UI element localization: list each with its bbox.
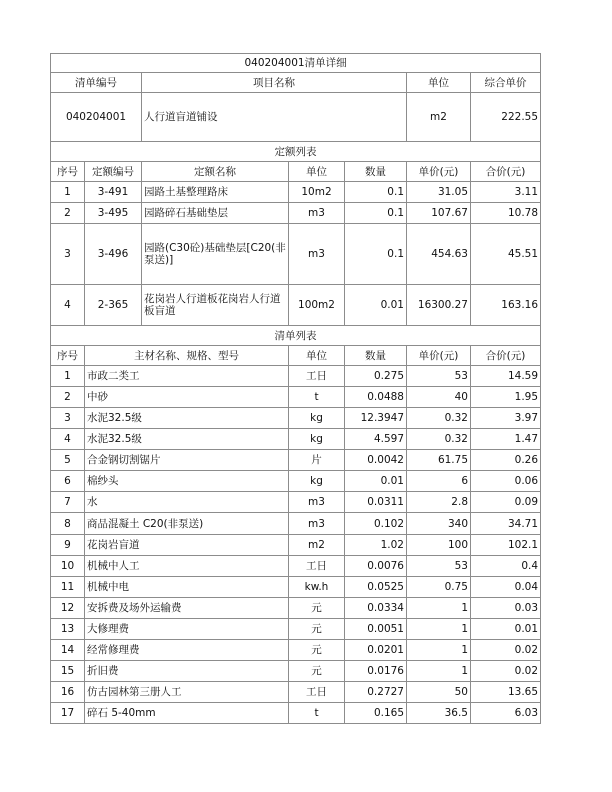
material-name-header: 主材名称、规格、型号 — [85, 346, 289, 366]
material-name: 机械中人工 — [85, 556, 289, 577]
material-seq: 1 — [51, 366, 85, 387]
material-qty-header: 数量 — [345, 346, 407, 366]
bill-price: 222.55 — [471, 93, 541, 142]
quota-row — [51, 285, 541, 326]
material-qty: 0.0334 — [345, 598, 407, 619]
quota-seq: 2 — [51, 203, 85, 224]
material-unit: kw.h — [289, 577, 345, 598]
quota-name: 园路土基整理路床 — [142, 182, 289, 203]
material-seq: 11 — [51, 577, 85, 598]
material-row — [51, 661, 541, 682]
material-seq-header: 序号 — [51, 346, 85, 366]
quota-seq: 1 — [51, 182, 85, 203]
material-seq: 16 — [51, 682, 85, 703]
material-qty: 0.01 — [345, 471, 407, 492]
quota-code: 3-495 — [85, 203, 142, 224]
material-seq: 14 — [51, 640, 85, 661]
material-name: 经常修理费 — [85, 640, 289, 661]
material-price: 2.8 — [407, 492, 471, 513]
material-unit: kg — [289, 408, 345, 429]
quota-row — [51, 203, 541, 224]
quota-unit-header: 单位 — [289, 162, 345, 182]
material-price: 53 — [407, 556, 471, 577]
material-name: 水 — [85, 492, 289, 513]
table-title: 040204001清单详细 — [51, 54, 541, 73]
material-name: 大修理费 — [85, 619, 289, 640]
bill-header-row — [51, 73, 541, 93]
material-qty: 4.597 — [345, 429, 407, 450]
material-total: 0.4 — [471, 556, 541, 577]
material-row — [51, 429, 541, 450]
material-price: 0.32 — [407, 408, 471, 429]
quota-qty: 0.1 — [345, 224, 407, 285]
quota-total: 3.11 — [471, 182, 541, 203]
quota-name: 园路碎石基础垫层 — [142, 203, 289, 224]
material-seq: 7 — [51, 492, 85, 513]
material-name: 碎石 5-40mm — [85, 703, 289, 724]
material-seq: 5 — [51, 450, 85, 471]
quota-unit: 10m2 — [289, 182, 345, 203]
material-name: 机械中电 — [85, 577, 289, 598]
quota-qty-header: 数量 — [345, 162, 407, 182]
material-qty: 0.2727 — [345, 682, 407, 703]
quota-price-header: 单价(元) — [407, 162, 471, 182]
quota-row — [51, 182, 541, 203]
quota-seq: 4 — [51, 285, 85, 326]
material-unit: 元 — [289, 598, 345, 619]
material-price: 0.32 — [407, 429, 471, 450]
material-total: 0.02 — [471, 661, 541, 682]
material-unit: 元 — [289, 640, 345, 661]
quota-section-title: 定额列表 — [51, 142, 541, 162]
material-total: 34.71 — [471, 513, 541, 535]
material-total: 1.47 — [471, 429, 541, 450]
quota-name: 花岗岩人行道板花岗岩人行道板盲道 — [142, 285, 289, 326]
material-price: 1 — [407, 661, 471, 682]
material-unit: m2 — [289, 535, 345, 556]
material-price: 40 — [407, 387, 471, 408]
material-qty: 0.165 — [345, 703, 407, 724]
quota-price: 454.63 — [407, 224, 471, 285]
quota-total: 45.51 — [471, 224, 541, 285]
quota-qty: 0.1 — [345, 203, 407, 224]
material-seq: 2 — [51, 387, 85, 408]
material-total: 1.95 — [471, 387, 541, 408]
quota-total: 10.78 — [471, 203, 541, 224]
material-unit: 片 — [289, 450, 345, 471]
material-row — [51, 408, 541, 429]
quota-code: 3-491 — [85, 182, 142, 203]
material-row — [51, 598, 541, 619]
bill-detail-sheet — [50, 53, 540, 724]
material-row — [51, 492, 541, 513]
material-total: 6.03 — [471, 703, 541, 724]
material-qty: 0.0042 — [345, 450, 407, 471]
bill-row — [51, 93, 541, 142]
material-total: 0.02 — [471, 640, 541, 661]
material-name: 水泥32.5级 — [85, 429, 289, 450]
material-total: 13.65 — [471, 682, 541, 703]
material-seq: 15 — [51, 661, 85, 682]
quota-unit: m3 — [289, 224, 345, 285]
material-qty: 1.02 — [345, 535, 407, 556]
material-row — [51, 535, 541, 556]
material-qty: 0.102 — [345, 513, 407, 535]
material-seq: 10 — [51, 556, 85, 577]
quota-price: 31.05 — [407, 182, 471, 203]
material-row — [51, 619, 541, 640]
quota-code-header: 定额编号 — [85, 162, 142, 182]
bill-code: 040204001 — [51, 93, 142, 142]
material-price: 1 — [407, 598, 471, 619]
bill-detail-table — [50, 53, 541, 724]
quota-total-header: 合价(元) — [471, 162, 541, 182]
material-unit: 工日 — [289, 556, 345, 577]
material-name: 安拆费及场外运输费 — [85, 598, 289, 619]
material-price: 0.75 — [407, 577, 471, 598]
material-name: 花岗岩盲道 — [85, 535, 289, 556]
quota-unit: 100m2 — [289, 285, 345, 326]
bill-unit: m2 — [407, 93, 471, 142]
quota-header-row — [51, 162, 541, 182]
material-total: 0.04 — [471, 577, 541, 598]
quota-code: 2-365 — [85, 285, 142, 326]
material-unit: kg — [289, 471, 345, 492]
material-price: 1 — [407, 640, 471, 661]
material-total: 0.26 — [471, 450, 541, 471]
material-total: 102.1 — [471, 535, 541, 556]
material-qty: 12.3947 — [345, 408, 407, 429]
material-qty: 0.0201 — [345, 640, 407, 661]
bill-unit-header: 单位 — [407, 73, 471, 93]
material-seq: 13 — [51, 619, 85, 640]
material-name: 棉纱头 — [85, 471, 289, 492]
material-qty: 0.0488 — [345, 387, 407, 408]
quota-price: 107.67 — [407, 203, 471, 224]
material-price: 50 — [407, 682, 471, 703]
material-qty: 0.0176 — [345, 661, 407, 682]
material-unit: 元 — [289, 619, 345, 640]
quota-name: 园路(C30砼)基础垫层[C20(非泵送)] — [142, 224, 289, 285]
material-seq: 4 — [51, 429, 85, 450]
material-unit: t — [289, 387, 345, 408]
quota-qty: 0.01 — [345, 285, 407, 326]
material-seq: 6 — [51, 471, 85, 492]
material-row — [51, 513, 541, 535]
material-seq: 3 — [51, 408, 85, 429]
quota-price: 16300.27 — [407, 285, 471, 326]
material-total-header: 合价(元) — [471, 346, 541, 366]
quota-total: 163.16 — [471, 285, 541, 326]
bill-price-header: 综合单价 — [471, 73, 541, 93]
quota-qty: 0.1 — [345, 182, 407, 203]
material-seq: 8 — [51, 513, 85, 535]
material-seq: 9 — [51, 535, 85, 556]
material-unit: kg — [289, 429, 345, 450]
material-price: 1 — [407, 619, 471, 640]
material-qty: 0.0525 — [345, 577, 407, 598]
material-row — [51, 640, 541, 661]
material-unit: m3 — [289, 513, 345, 535]
material-total: 0.06 — [471, 471, 541, 492]
quota-seq-header: 序号 — [51, 162, 85, 182]
quota-unit: m3 — [289, 203, 345, 224]
material-qty: 0.0311 — [345, 492, 407, 513]
material-unit: t — [289, 703, 345, 724]
material-row — [51, 366, 541, 387]
material-name: 仿古园林第三册人工 — [85, 682, 289, 703]
material-unit: 工日 — [289, 366, 345, 387]
material-header-row — [51, 346, 541, 366]
material-name: 商品混凝土 C20(非泵送) — [85, 513, 289, 535]
material-price: 53 — [407, 366, 471, 387]
quota-seq: 3 — [51, 224, 85, 285]
material-unit: m3 — [289, 492, 345, 513]
material-qty: 0.0076 — [345, 556, 407, 577]
material-price: 36.5 — [407, 703, 471, 724]
material-row — [51, 556, 541, 577]
material-name: 折旧费 — [85, 661, 289, 682]
material-price: 340 — [407, 513, 471, 535]
material-row — [51, 577, 541, 598]
material-total: 0.09 — [471, 492, 541, 513]
material-section-title: 清单列表 — [51, 326, 541, 346]
material-row — [51, 387, 541, 408]
bill-name: 人行道盲道铺设 — [142, 93, 407, 142]
material-unit: 工日 — [289, 682, 345, 703]
bill-name-header: 项目名称 — [142, 73, 407, 93]
material-total: 0.03 — [471, 598, 541, 619]
material-seq: 17 — [51, 703, 85, 724]
material-price: 6 — [407, 471, 471, 492]
material-row — [51, 703, 541, 724]
material-row — [51, 682, 541, 703]
material-qty: 0.275 — [345, 366, 407, 387]
material-row — [51, 471, 541, 492]
material-name: 中砂 — [85, 387, 289, 408]
quota-name-header: 定额名称 — [142, 162, 289, 182]
material-total: 0.01 — [471, 619, 541, 640]
material-name: 水泥32.5级 — [85, 408, 289, 429]
material-name: 市政二类工 — [85, 366, 289, 387]
material-name: 合金钢切割锯片 — [85, 450, 289, 471]
material-seq: 12 — [51, 598, 85, 619]
quota-code: 3-496 — [85, 224, 142, 285]
material-qty: 0.0051 — [345, 619, 407, 640]
material-total: 3.97 — [471, 408, 541, 429]
quota-row — [51, 224, 541, 285]
bill-code-header: 清单编号 — [51, 73, 142, 93]
material-unit-header: 单位 — [289, 346, 345, 366]
material-price: 61.75 — [407, 450, 471, 471]
material-total: 14.59 — [471, 366, 541, 387]
material-price-header: 单价(元) — [407, 346, 471, 366]
material-row — [51, 450, 541, 471]
material-price: 100 — [407, 535, 471, 556]
material-unit: 元 — [289, 661, 345, 682]
